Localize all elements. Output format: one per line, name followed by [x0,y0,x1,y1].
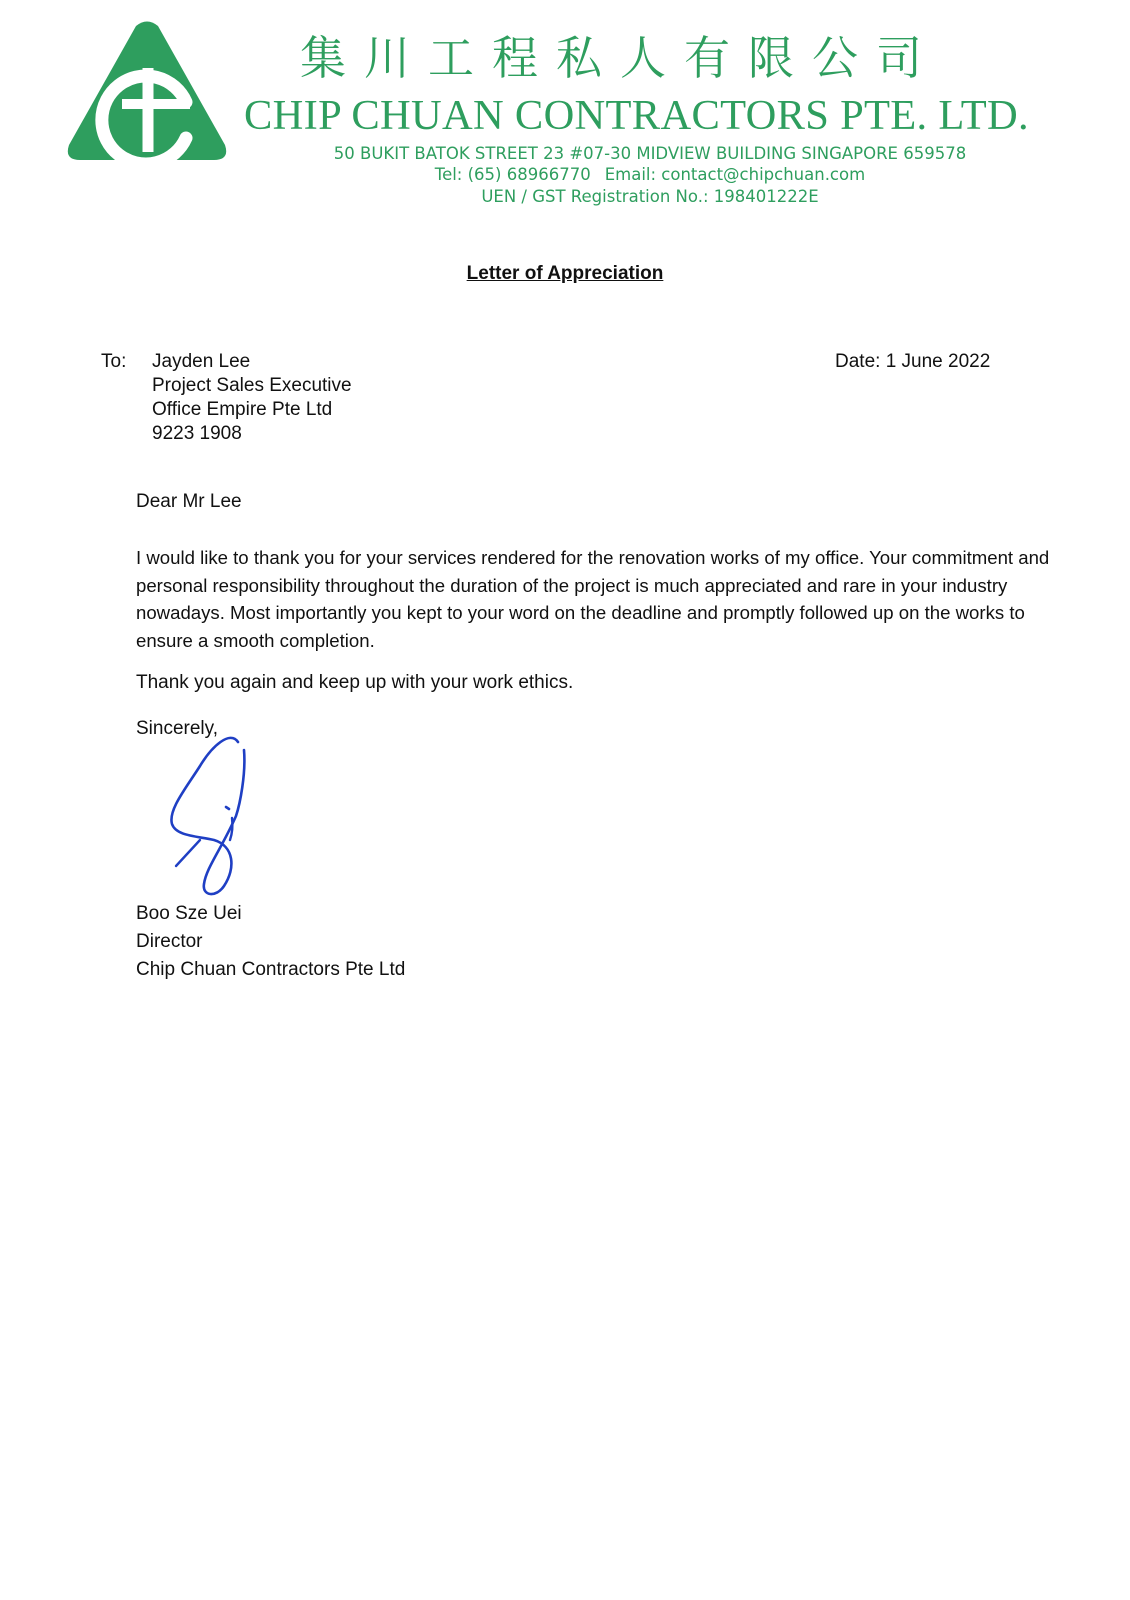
letter-date: Date: 1 June 2022 [835,351,991,372]
company-name-chinese: 集川工程私人有限公司 [300,31,940,85]
recipient-block [152,350,352,446]
signatory-company: Chip Chuan Contractors Pte Ltd [136,959,406,980]
recipient-company: Office Empire Pte Ltd [152,399,333,420]
to-label: To: [101,351,127,372]
signatory-title: Director [136,931,203,952]
handwritten-signature-icon [160,728,280,908]
company-tel: Tel: (65) 68966770 [434,165,591,184]
company-address: 50 BUKIT BATOK STREET 23 #07-30 MIDVIEW BUILDING SINGAPORE 659578 [333,144,967,163]
company-email: Email: contact@chipchuan.com [604,165,866,184]
cc-triangle-logo-icon [66,20,228,165]
signatory-block [136,900,405,984]
recipient-position: Project Sales Executive [152,375,352,396]
closing: Sincerely, [136,718,219,739]
company-contact-line [240,164,1060,186]
salutation: Dear Mr Lee [136,491,242,512]
letter-title: Letter of Appreciation [466,263,664,284]
letterhead [0,0,1130,220]
body-paragraph-1: I would like to thank you for your services rendered for the renovation works of my office. Your commitment and personal responsibility throughout the duration of the project is much appreciated and rare in your industry nowadays. Most importantly you kept to your word on the deadline and promptly followed up on the works to ensure a smooth completion. [136,547,1050,651]
company-uen: UEN / GST Registration No.: 198401222E [481,187,819,206]
recipient-phone: 9223 1908 [152,423,242,444]
company-name-english: CHIP CHUAN CONTRACTORS PTE. LTD. [244,92,1029,139]
body-paragraph-2: Thank you again and keep up with your work ethics. [136,672,574,693]
signatory-name: Boo Sze Uei [136,903,242,924]
recipient-name: Jayden Lee [152,351,251,372]
